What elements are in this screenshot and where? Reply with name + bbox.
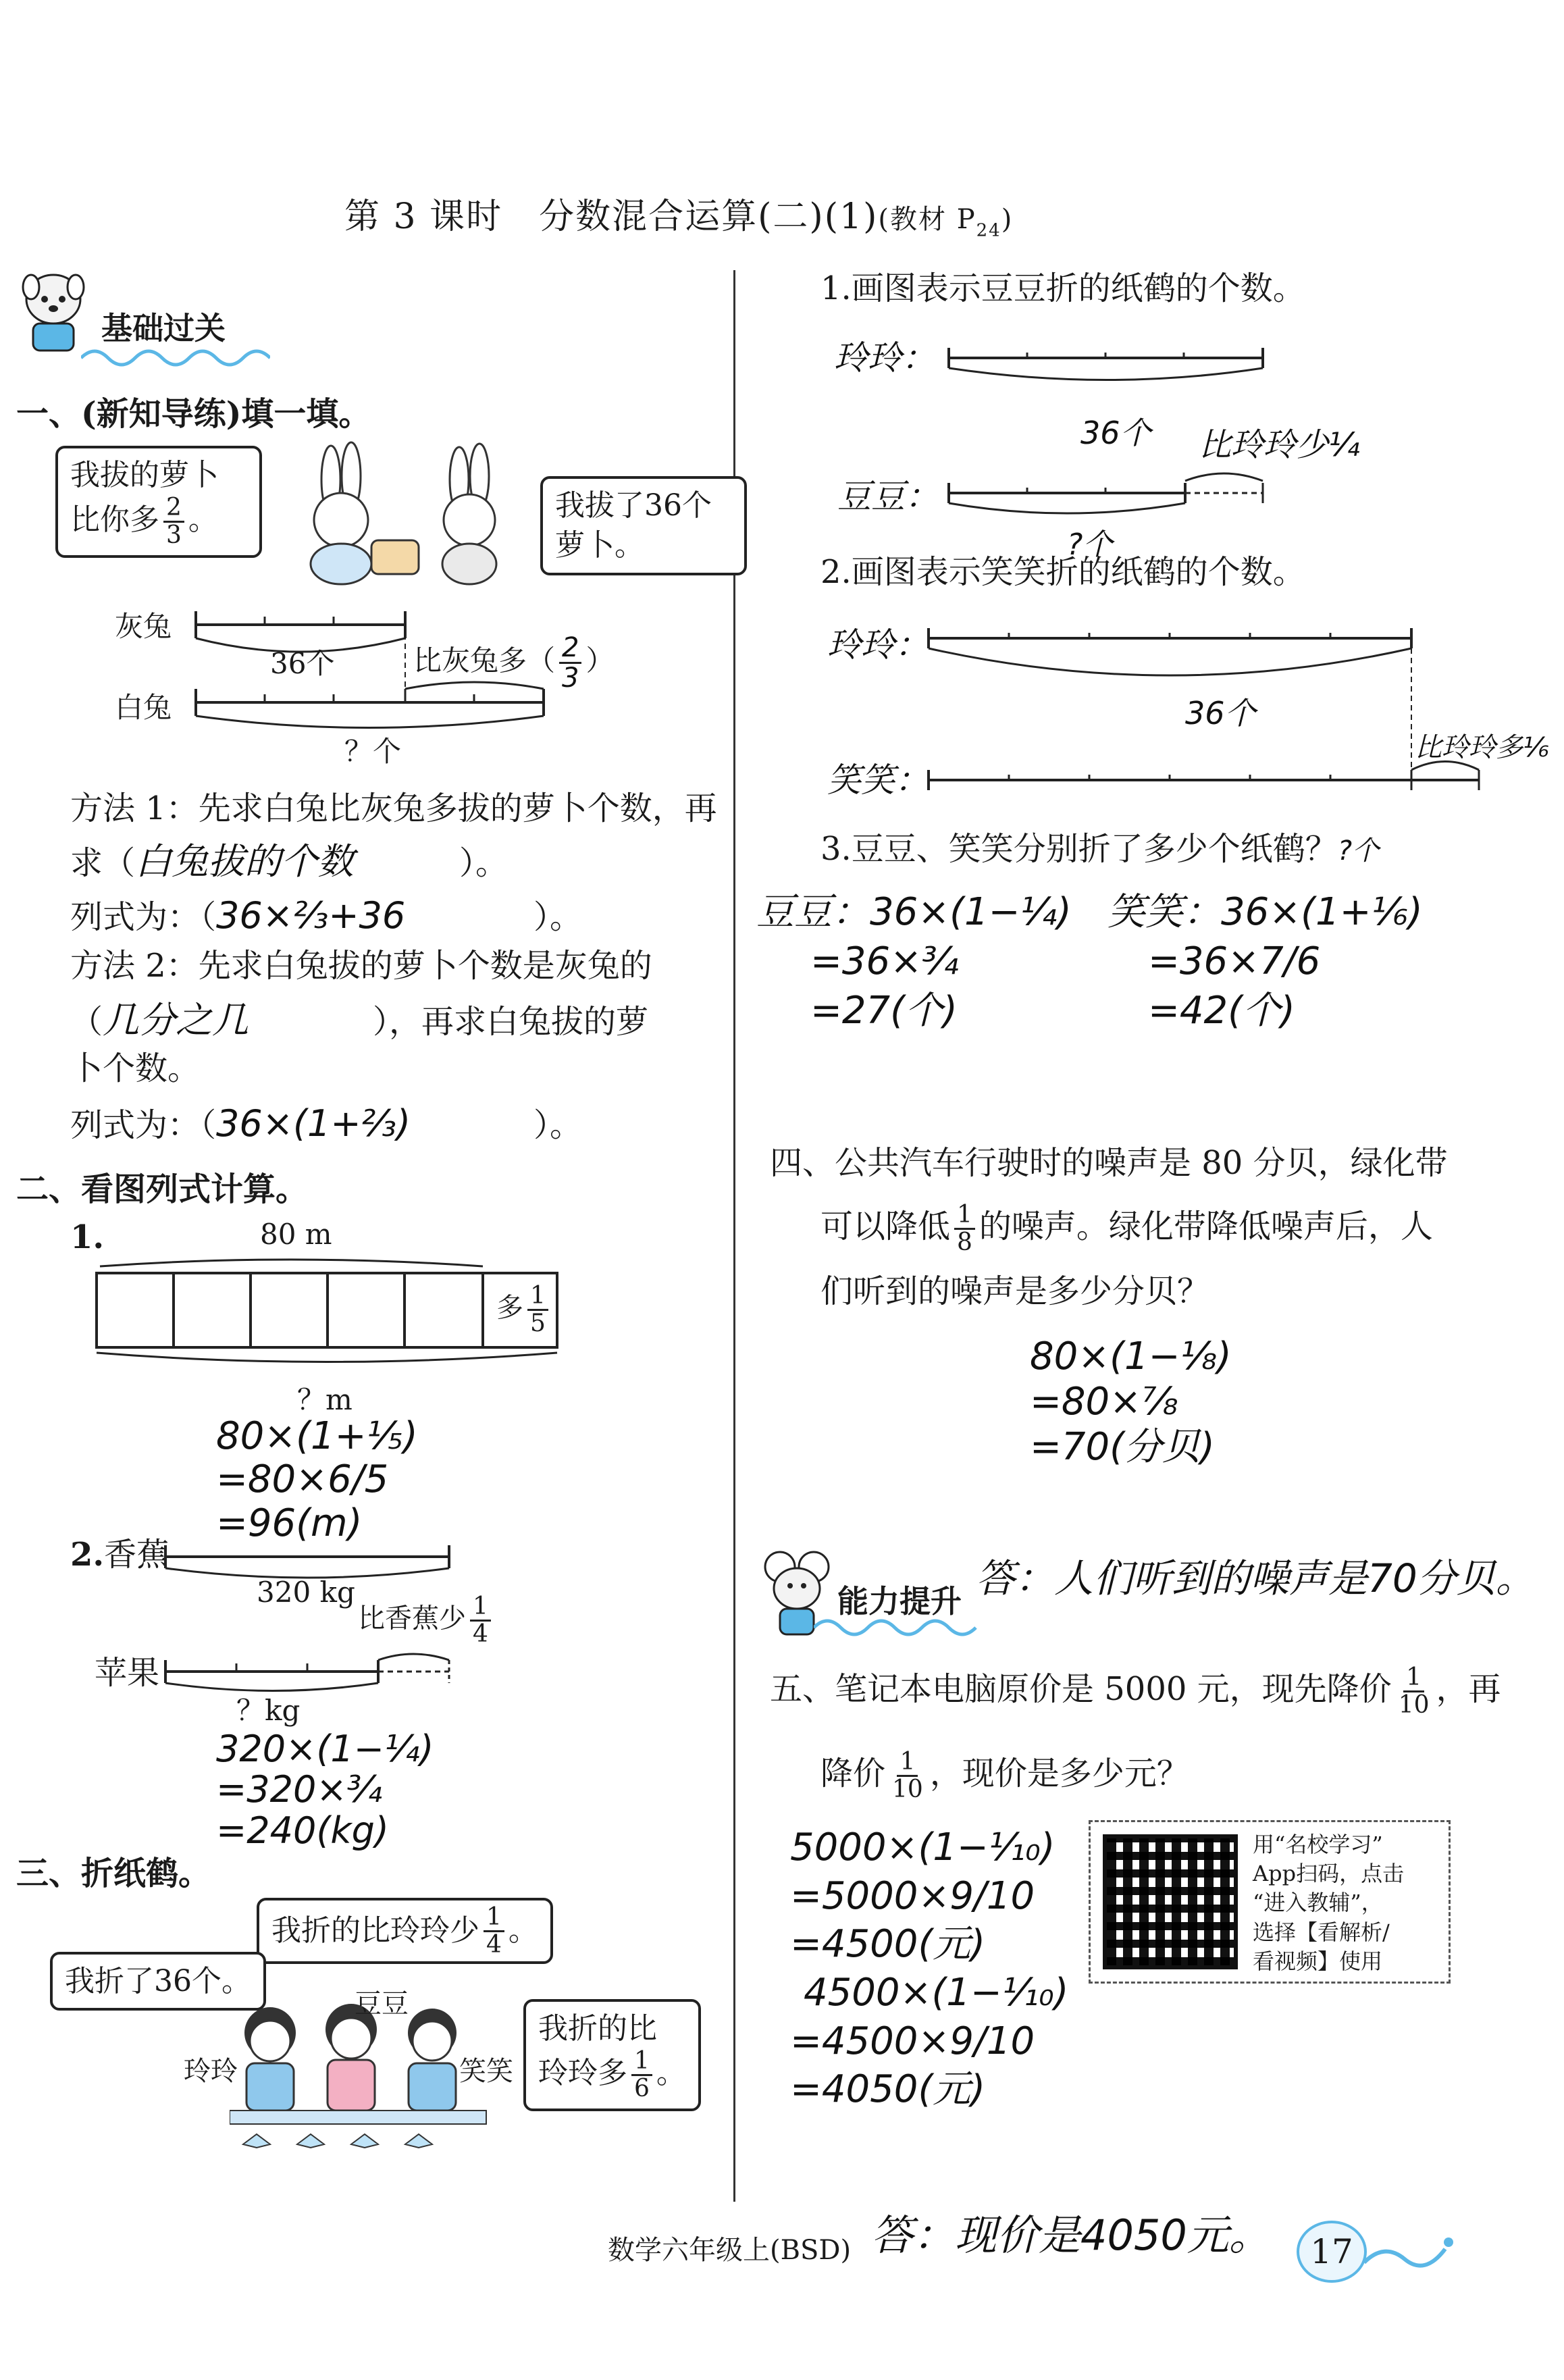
q5-line2: 降价 $\frac{1}{10}$ ，现价是多少元？: [820, 1748, 1189, 1803]
q4-line3: 们听到的噪声是多少分贝？: [820, 1272, 1210, 1310]
wave-decoration: [81, 344, 270, 371]
q2-heading: 二、看图列式计算。: [16, 1170, 309, 1208]
label-more-than-grey: 比灰兔多（ $\frac{2}{3}$ ）: [413, 632, 615, 694]
page-number: 17: [1297, 2221, 1367, 2283]
r2-36-label: 36个: [1185, 695, 1256, 731]
q1-heading: 一、(新知导练)填一填。: [16, 395, 371, 433]
speech-bubble-doudou: 我折的比玲玲少 $\frac{1}{4}$ 。: [257, 1898, 553, 1964]
speech-bubble-right: 我拔了36个 萝卜。: [540, 476, 747, 575]
r1-36-label: 36个: [1080, 415, 1151, 451]
q5-line1: 五、笔记本电脑原价是 5000 元，现先降价 $\frac{1}{10}$ ，再: [770, 1663, 1501, 1719]
r1-question: ?个: [1067, 527, 1113, 562]
q4-line2: 可以降低 $\frac{1}{8}$ 的噪声。绿化带降低噪声后，人: [820, 1201, 1433, 1256]
q2-p2-less-label: 比香蕉少 $\frac{1}{4}$: [358, 1594, 495, 1647]
method2-answer[interactable]: 几分之几: [103, 999, 249, 1041]
q2-p1-more-label: 多 $\frac{1}{5}$: [496, 1283, 552, 1337]
formula1-answer[interactable]: 36×⅔+36: [216, 894, 406, 937]
method1-line1: 方法 1：先求白兔比灰兔多拔的萝卜个数，再: [70, 790, 717, 827]
label-white-rabbit: 白兔: [115, 691, 172, 724]
q2-p2-label: 2.香蕉: [70, 1536, 170, 1574]
section-badge-ability: 能力提升: [837, 1583, 962, 1620]
speech-bubble-left: 我拔的萝卜 比你多 $\frac{2}{3}$ 。: [55, 446, 262, 558]
qr-info-box: [1089, 1820, 1451, 1984]
label-grey-rabbit: 灰兔: [115, 610, 172, 643]
q2-p2-question: ？kg: [236, 1694, 301, 1727]
name-lingling: 玲玲: [184, 2056, 238, 2087]
speech-bubble-xiaoxiao: 我折的比 玲玲多 $\frac{1}{6}$ 。: [523, 1999, 701, 2111]
r1-lingling-label: 玲玲：: [834, 338, 935, 378]
qr-code[interactable]: [1103, 1834, 1238, 1969]
rabbits-illustration: [257, 439, 527, 588]
section-badge-basic-label: 基础过关: [101, 310, 226, 346]
r1-prompt: 1.画图表示豆豆折的纸鹤的个数。: [820, 269, 1305, 307]
wave-decoration-ability: [814, 1614, 989, 1641]
q5-work[interactable]: 5000×(1−⅒) =5000×9/10 =4500(元) 4500×(1−⅒) =4500×9/10 =4050(元): [790, 1826, 1069, 2112]
r2-prompt: 2.画图表示笑笑折的纸鹤的个数。: [820, 553, 1305, 591]
q2-p2-320: 320 kg: [257, 1576, 355, 1609]
mascot-dog-icon: [16, 267, 90, 361]
method2-line1: 方法 2：先求白兔拔的萝卜个数是灰兔的: [70, 947, 652, 985]
formula2-answer[interactable]: 36×(1+⅔): [216, 1102, 411, 1145]
r2-lingling-label: 玲玲：: [827, 625, 929, 665]
q4-line1: 四、公共汽车行驶时的噪声是 80 分贝，绿化带: [770, 1144, 1448, 1182]
page-title: 第 3 课时 分数混合运算(二)(1)(教材 $P_{24}$): [344, 197, 1014, 241]
r2-xiaoxiao-label: 笑笑：: [827, 760, 929, 800]
r1-doudou-label: 豆豆：: [837, 477, 939, 516]
r3-work-xiaoxiao[interactable]: 笑笑：36×(1+⅙) =36×7/6 =42(个): [1107, 890, 1423, 1033]
q2-p1-top-label: 80 m: [260, 1218, 332, 1251]
q5-answer[interactable]: 答：现价是4050元。: [871, 2210, 1271, 2260]
method2-line2: （几分之几 ），再求白兔拔的萝: [70, 996, 648, 1045]
label-white-question: ？个: [344, 735, 402, 768]
section-badge-basic: [16, 267, 90, 364]
formula1-line: 列式为：（36×⅔+36 ）。: [70, 891, 582, 941]
name-doudou: 豆豆: [355, 1988, 409, 2019]
speech-bubble-lingling: 我折了36个。: [50, 1952, 266, 2011]
qr-instructions: 用“名校学习” App扫码，点击 “进入教辅”， 选择【看解析/ 看视频】使用: [1253, 1832, 1405, 1974]
q2-p2-apple-label: 苹果: [95, 1654, 160, 1692]
wave-decoration-footer: [1364, 2222, 1459, 2283]
r1-less-label: 比玲玲少¼: [1199, 426, 1360, 464]
method1-line2: 求（白兔拔的个数 ）。: [70, 837, 508, 887]
q4-work[interactable]: 80×(1−⅛) =80×⅞ =70(分贝): [1030, 1335, 1232, 1470]
r2-more-label: 比玲玲多⅙: [1415, 732, 1549, 763]
q2-p1-work[interactable]: 80×(1+⅕) =80×6/5 =96(m): [216, 1414, 418, 1545]
r1-handdrawn-diagram: [945, 338, 1283, 540]
formula2-line: 列式为：（36×(1+⅔) ）。: [70, 1100, 582, 1149]
r3-prompt: 3.豆豆、笑笑分别折了多少个纸鹤？?个: [820, 830, 1380, 868]
q4-answer[interactable]: 答：人们听到的噪声是70分贝。: [976, 1555, 1535, 1601]
r2-handdrawn-diagram: [922, 621, 1489, 797]
footer-book-title: 数学六年级上(BSD): [608, 2235, 852, 2266]
label-36: 36个: [270, 647, 335, 680]
r3-work-doudou[interactable]: 豆豆：36×(1−¼) =36×¾ =27(个): [756, 890, 1072, 1033]
q3-heading: 三、折纸鹤。: [16, 1855, 211, 1892]
method2-line3: 卜个数。: [70, 1050, 201, 1087]
q2-p1-number: 1.: [70, 1218, 105, 1256]
q2-p1-question: ？m: [297, 1383, 353, 1416]
q2-p2-work[interactable]: 320×(1−¼) =320×¾ =240(kg): [216, 1728, 434, 1852]
method1-answer[interactable]: 白兔拔的个数: [135, 840, 355, 883]
name-xiaoxiao: 笑笑: [459, 2056, 513, 2087]
